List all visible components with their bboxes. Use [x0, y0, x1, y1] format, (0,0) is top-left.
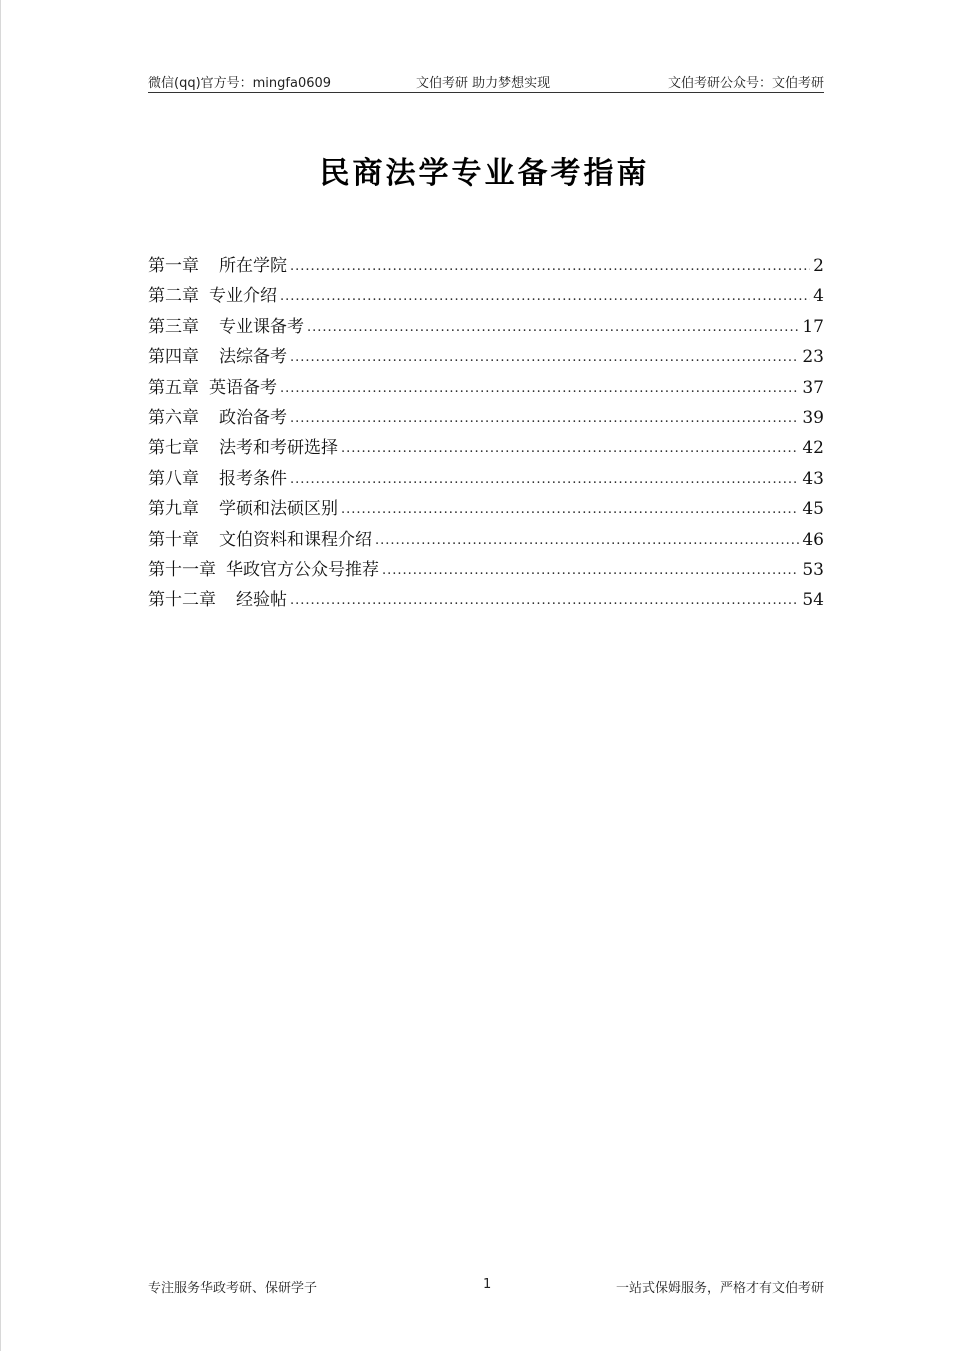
document-title: 民商法学专业备考指南 — [319, 156, 650, 191]
toc-entry-2[interactable] — [148, 282, 824, 312]
toc-page-number: 17 — [802, 316, 824, 337]
toc-page-number: 4 — [813, 286, 824, 307]
toc-leader — [290, 466, 799, 494]
toc-entry-6[interactable] — [148, 404, 824, 434]
toc-page-number: 53 — [802, 559, 824, 580]
toc-chapter: 第一章 — [148, 256, 199, 276]
toc-entry-4[interactable] — [148, 343, 824, 373]
toc-title: 专业介绍 — [209, 286, 277, 307]
toc-entry-12[interactable] — [148, 586, 824, 616]
toc-leader — [290, 587, 799, 615]
toc-page-number: 45 — [802, 499, 824, 520]
toc-leader — [290, 344, 799, 372]
toc-leader — [375, 527, 799, 555]
toc-title: 政治备考 — [219, 407, 287, 428]
header-contact: 微信(qq)官方号：mingfa0609 — [148, 76, 332, 91]
toc-leader — [341, 496, 799, 524]
toc-entry-5[interactable] — [148, 374, 824, 404]
toc-entry-8[interactable] — [148, 465, 824, 495]
toc-page-number: 42 — [802, 438, 824, 459]
toc-entry-11[interactable] — [148, 556, 824, 586]
toc-leader — [280, 375, 799, 403]
toc-title: 华政官方公众号推荐 — [226, 559, 379, 580]
toc-page-number: 54 — [802, 590, 824, 611]
toc-chapter: 第七章 — [148, 438, 199, 459]
toc-chapter: 第三章 — [148, 316, 199, 337]
toc-chapter: 第九章 — [148, 499, 199, 520]
toc-entry-10[interactable] — [148, 526, 824, 556]
toc-title: 法考和考研选择 — [219, 438, 338, 459]
toc-page-number: 43 — [802, 468, 824, 489]
toc-chapter: 第二章 — [148, 286, 199, 307]
toc-entry-7[interactable] — [148, 434, 824, 464]
toc-chapter: 第五章 — [148, 377, 199, 398]
toc-title: 学硕和法硕区别 — [219, 499, 338, 520]
toc-leader — [307, 314, 799, 342]
toc-title: 报考条件 — [219, 468, 287, 489]
header-slogan: 文伯考研 助力梦想实现 — [416, 76, 551, 91]
toc-page-number: 37 — [802, 377, 824, 398]
toc-page-number: 46 — [802, 529, 824, 550]
toc-title: 法综备考 — [219, 347, 287, 368]
header-account: 文伯考研公众号：文伯考研 — [667, 76, 824, 91]
toc-chapter: 第十二章 — [148, 590, 216, 611]
footer-tagline: 一站式保姆服务，严格才有文伯考研 — [615, 1281, 824, 1296]
toc-page-number: 23 — [802, 347, 824, 368]
toc-chapter: 第四章 — [148, 347, 199, 368]
toc-title: 经验帖 — [236, 590, 287, 611]
toc-leader — [290, 253, 810, 281]
page-footer — [148, 1277, 824, 1297]
toc-title: 文伯资料和课程介绍 — [219, 529, 372, 550]
table-of-contents — [148, 252, 824, 617]
toc-page-number: 39 — [802, 407, 824, 428]
page-number: 1 — [483, 1277, 492, 1292]
toc-chapter: 第六章 — [148, 407, 199, 428]
toc-title: 所在学院 — [219, 256, 287, 276]
toc-entry-9[interactable] — [148, 495, 824, 525]
toc-leader — [341, 435, 799, 463]
toc-leader — [280, 283, 810, 311]
toc-entry-1[interactable] — [148, 252, 824, 282]
page-header — [148, 70, 824, 93]
toc-entry-3[interactable] — [148, 313, 824, 343]
toc-chapter: 第十一章 — [148, 559, 216, 580]
toc-leader — [290, 405, 799, 433]
toc-page-number: 2 — [813, 256, 824, 276]
toc-chapter: 第八章 — [148, 468, 199, 489]
toc-title: 专业课备考 — [219, 316, 304, 337]
toc-leader — [382, 557, 799, 585]
toc-chapter: 第十章 — [148, 529, 199, 550]
footer-slogan: 专注服务华政考研、保研学子 — [148, 1281, 318, 1296]
toc-title: 英语备考 — [209, 377, 277, 398]
